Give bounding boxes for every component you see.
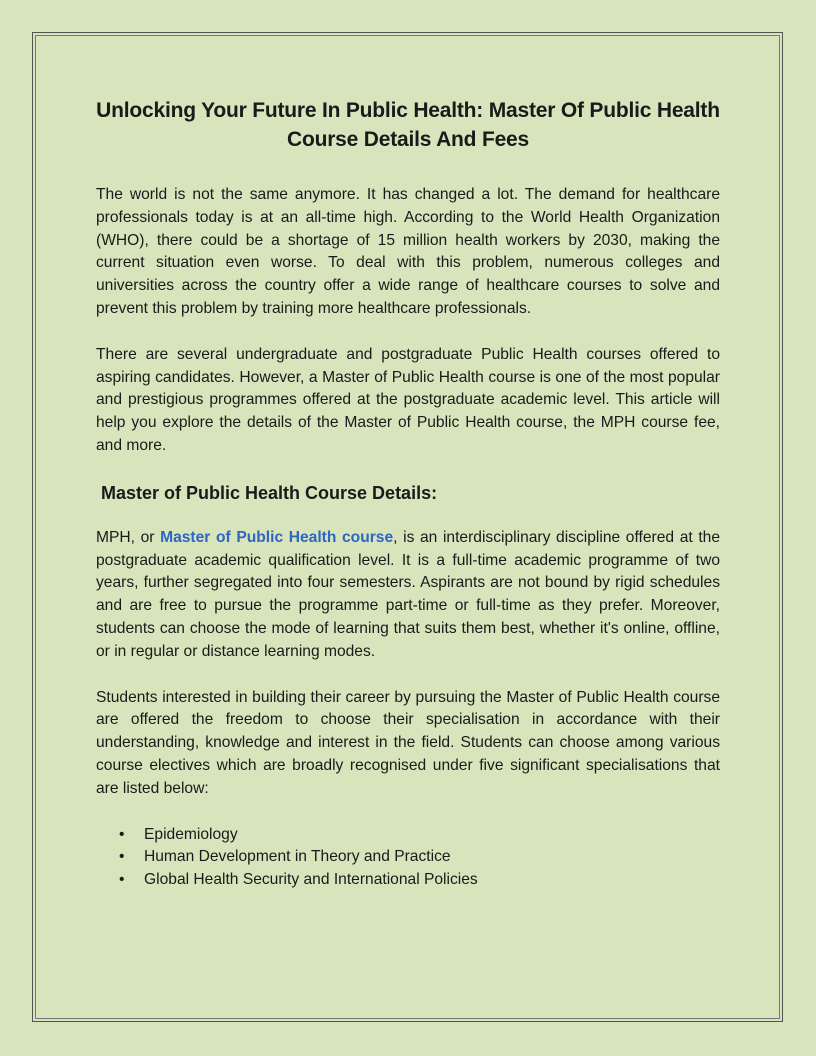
bullet-icon: • [119, 871, 125, 889]
list-item [119, 869, 720, 892]
section-paragraph-2: Students interested in building their career by pursuing the Master of Public Health course are offered the freedom to choose their specialisation in accordance with their understanding, knowledge and interest in the field. Students can choose among various course electives which are broadly recognised under five significant specialisations that are listed below: [96, 688, 720, 797]
specialisations-list [96, 824, 720, 892]
list-item [119, 846, 720, 869]
list-item-text: Human Development in Theory and Practice [144, 848, 451, 866]
bullet-icon: • [119, 848, 125, 866]
bullet-icon: • [119, 825, 125, 843]
list-item-text: Global Health Security and International Policies [144, 871, 478, 889]
section-paragraph-1 [96, 527, 720, 664]
list-item [119, 824, 720, 847]
mph-course-link[interactable]: Master of Public Health course [160, 528, 394, 546]
document-body [96, 96, 720, 892]
section-paragraph-1-prefix: MPH, or [96, 528, 161, 546]
document-title: Unlocking Your Future In Public Health: Master Of Public Health Course Details And Fees [96, 99, 720, 151]
list-item-text: Epidemiology [144, 825, 238, 843]
section-paragraph-1-suffix: , is an interdisciplinary discipline offered at the postgraduate academic qualification level. It is a full-time academic programme of two years, further segregated into four semesters. Aspirants are not bound by rigid schedules and are free to pursue the programme part-time or full-time as they prefer. Moreover, students can choose the mode of learning that suits them best, whether it's online, offline, or in regular or distance learning modes. [96, 528, 720, 660]
intro-paragraph-1: The world is not the same anymore. It has changed a lot. The demand for healthcare professionals today is at an all-time high. According to the World Health Organization (WHO), there could be a shortage of 15 million health workers by 2030, making the current situation even worse. To deal with this problem, numerous colleges and universities across the country offer a wide range of healthcare courses to solve and prevent this problem by training more healthcare professionals. [96, 186, 720, 317]
intro-paragraph-2: There are several undergraduate and postgraduate Public Health courses offered to aspiring candidates. However, a Master of Public Health course is one of the most popular and prestigious programmes offered at the postgraduate academic level. This article will help you explore the details of the Master of Public Health course, the MPH course fee, and more. [96, 345, 720, 454]
section-heading: Master of Public Health Course Details: [101, 482, 438, 503]
